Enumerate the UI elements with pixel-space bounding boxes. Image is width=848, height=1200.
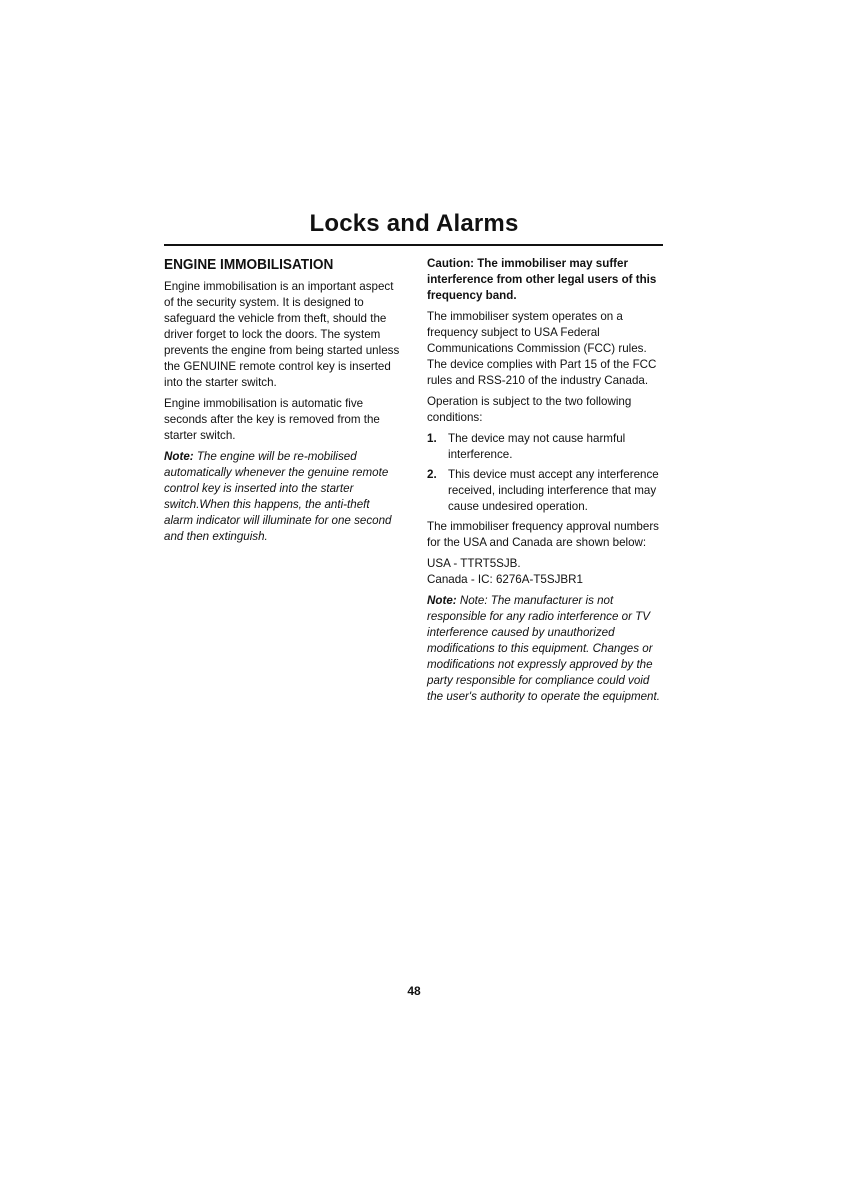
caution-paragraph: Caution: The immobiliser may suffer interference from other legal users of this frequency band.	[427, 257, 657, 302]
list-item	[427, 431, 665, 463]
note-text: Note: The manufacturer is not responsible for any radio interference or TV interference caused by unauthorized modifications to this equipment. Changes or modifications not expressly approved by the party responsible for compliance could void the user's authority to operate the equipment.	[427, 594, 660, 703]
canada-approval-code: Canada - IC: 6276A-T5SJBR1	[427, 573, 583, 586]
body-paragraph: Operation is subject to the two following conditions:	[427, 395, 632, 424]
note-paragraph	[427, 593, 665, 705]
section-heading: ENGINE IMMOBILISATION	[164, 257, 334, 273]
list-number: 1.	[427, 432, 437, 445]
list-text: This device must accept any interference received, including interference that may cause undesired operation.	[448, 468, 659, 513]
approval-codes	[427, 556, 665, 588]
list-item	[427, 467, 665, 515]
note-paragraph	[164, 449, 400, 545]
page-number: 48	[407, 984, 421, 998]
page-title: Locks and Alarms	[309, 210, 519, 237]
note-label: Note:	[427, 594, 457, 607]
body-paragraph: Engine immobilisation is automatic five seconds after the key is removed from the starter switch.	[164, 397, 380, 442]
usa-approval-code: USA - TTRT5SJB.	[427, 557, 521, 570]
right-column	[427, 256, 665, 710]
left-column	[164, 256, 400, 550]
note-label: Note:	[164, 450, 194, 463]
note-text: The engine will be re-mobilised automatically whenever the genuine remote control key is inserted into the starter switch.When this happens, the anti-theft alarm indicator will illuminate for one second and then extinguish.	[164, 450, 392, 543]
body-paragraph: Engine immobilisation is an important aspect of the security system. It is designed to safeguard the vehicle from theft, should the driver forget to lock the doors. The system prevents the engine from being started unless the GENUINE remote control key is inserted into the starter switch.	[164, 280, 400, 389]
conditions-list	[427, 431, 665, 515]
list-text: The device may not cause harmful interference.	[448, 432, 626, 461]
body-paragraph: The immobiliser system operates on a frequency subject to USA Federal Communications Commission (FCC) rules. The device complies with Part 15 of the FCC rules and RSS-210 of the industry Canada.	[427, 310, 657, 387]
list-number: 2.	[427, 468, 437, 481]
body-paragraph: The immobiliser frequency approval numbers for the USA and Canada are shown below:	[427, 520, 659, 549]
title-divider	[164, 244, 663, 246]
